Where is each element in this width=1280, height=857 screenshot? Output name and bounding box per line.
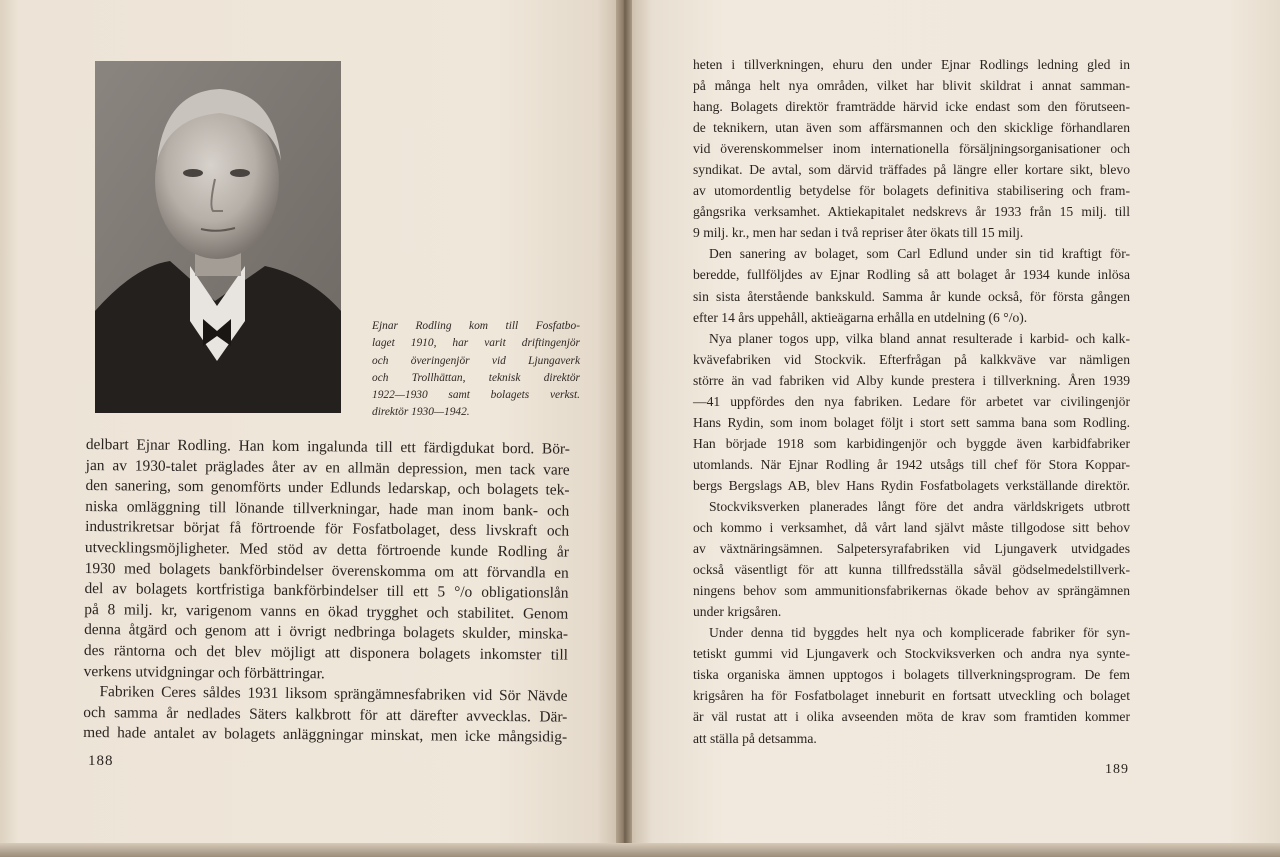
text-line: att ställa på detsamma. [693,730,817,746]
page-number-right: 189 [1105,762,1129,777]
text-line: des räntorna och det blev möjligt att disponera bolagets inkomster till [83,641,568,664]
page-number-left: 188 [88,753,114,769]
text-line: ningens behov som ammunitionsfabrikernas ökade behov av sprängämnen [693,583,1130,599]
text-line: gångsrika verksamhet. Aktiekapitalet nedskrevs år 1933 från 15 milj. till [693,204,1130,220]
text-line: av utomordentlig betydelse för bolagets definitiva stabilisering och fram- [693,183,1130,199]
text-line: 1930 med bolagets bankförbindelser överenskomma om att förvandla en [84,559,569,582]
text-line: syndikat. De avtal, som därvid träffades på längre eller kortare sikt, blevo [693,162,1130,178]
left-body-text [83,435,570,749]
text-line: Hans Rydin, som inom bolaget följt i stort sett samma bana som Rodling. [693,414,1130,430]
text-line: med hade antalet av bolagets anläggningar minskat, men icke mångsidig- [83,724,568,746]
text-line: Nya planer togos upp, vilka bland annat resulterade i karbid- och kalk- [709,330,1130,346]
text-line: och kommo i verksamhet, då vårt land självt måste tillgodose sitt behov [693,520,1130,536]
book-gutter [616,0,632,857]
text-line: efter 14 års uppehåll, aktieägarna erhålla en utdelning (6 °/o). [693,309,1028,325]
text-line: större än vad fabriken vid Alby kunde prestera i tillverkning. Åren 1939 [693,372,1130,388]
portrait-image [95,61,341,413]
text-line: är väl rustat att i olika avseenden möta de krav som framtiden kommer [693,709,1130,725]
text-line: kvävefabriken vid Stockvik. Efterfrågan på kalkkväve var nämligen [693,351,1130,367]
text-line: tiska organiska ämnen upptogos i bolagets tillverkningsprogram. De fem [693,667,1130,683]
caption-line: och överingenjör vid Ljungaverk [372,354,580,367]
text-line: på många helt nya områden, vilket har blivit skildrat i annat samman- [693,78,1130,94]
text-line: Under denna tid byggdes helt nya och komplicerade fabriker för syn- [709,625,1130,641]
text-line: utvecklingsmöjligheter. Med stöd av detta förtroende kunde Rodling år [84,538,569,561]
text-line: krigsåren ha för Fosfatbolaget inneburit en fortsatt utveckling och bolaget [693,688,1130,704]
text-line: på 8 milj. kr, varigenom vanns en ökad trygghet och stabilitet. Genom [84,600,569,623]
text-line: 9 milj. kr., men har sedan i två repriser åter ökats till 15 milj. [693,225,1024,241]
text-line: —41 uppfördes den nya fabriken. Ledare för arbetet var civilingenjör [693,393,1130,409]
text-line: sin sista återstående bankskuld. Samma år kunde också, för första gången [693,288,1130,304]
caption-line: 1922—1930 samt bolagets verkst. [372,389,580,402]
text-line: under krigsåren. [693,604,782,620]
text-line: heten i tillverkningen, ehuru den under Ejnar Rodlings ledning gled in [693,57,1130,72]
text-line: Han började 1918 som karbidingenjör och byggde även karbidfabriker [693,435,1130,451]
caption-line: Ejnar Rodling kom till Fosfatbo- [372,320,580,332]
text-line: verkens utvidgningar och förbättringar. [83,662,325,682]
caption-line: och Trollhättan, teknisk direktör [372,371,580,384]
portrait-photo [95,61,341,413]
text-line: denna åtgärd och genom att i övrigt nedbringa bolagets skulder, minska- [84,621,569,643]
text-line: jan av 1930-talet präglades åter av en allmän depression, men tack vare [85,456,570,479]
text-line: av växtnäringsämnen. Salpetersyrafabriken vid Ljungaverk utvidgades [693,541,1130,557]
text-line: hang. Bolagets direktör framträdde härvid icke endast som den förutseen- [693,99,1130,115]
text-line: vid överenskommelser inom internationella försäljningsorganisationer och [693,141,1130,157]
right-body-text [693,54,1130,749]
text-line: den sanering, som genomförts under Edlunds ledarskap, och bolagets tek- [85,477,570,499]
page-bottom-edge [0,843,1280,857]
caption-line: direktör 1930—1942. [372,406,470,419]
text-line: utomlands. När Ejnar Rodling år 1942 utsågs till chef för Stora Koppar- [693,456,1130,472]
text-line: del av bolagets kortfristiga bankförbindelser till ett 5 °/o obligationslån [84,580,569,602]
text-line: bergs Bergslags AB, blev Hans Rydin Fosfatbolagets verkställande direktör. [693,477,1130,493]
text-line: tetiskt gummi vid Ljungaverk och Stockviksverken och andra nya synte- [693,646,1130,662]
text-line: och samma år nedlades Säters kalkbrott för att därefter avvecklas. Där- [83,703,568,726]
text-line: niska omläggning till lönande tillverkningar, hade man inom bank- och [85,497,570,520]
text-line: Fabriken Ceres såldes 1931 liksom sprängämnesfabriken vid Sör Nävde [99,683,568,705]
text-line: beredde, fullföljdes av Ejnar Rodling så att bolaget år 1934 kunde inlösa [693,267,1130,283]
photo-caption [372,318,580,422]
text-line: de teknikern, utan även som affärsmannen och den skicklige förhandlaren [693,120,1130,136]
text-line: Den sanering av bolaget, som Carl Edlund under sin tid kraftigt för- [709,246,1130,262]
text-line: också väsentligt för att kunna tillfredsställa såväl gödselmedelstillverk- [693,562,1130,578]
caption-line: laget 1910, har varit driftingenjör [372,337,580,350]
text-line: industrikretsar börjat få förtroende för Fosfatbolaget, dess livskraft och [85,518,570,541]
text-line: delbart Ejnar Rodling. Han kom ingalunda till ett färdigdukat bord. Bör- [85,435,570,458]
text-line: Stockviksverken planerades långt före det andra världskrigets utbrott [709,498,1130,514]
